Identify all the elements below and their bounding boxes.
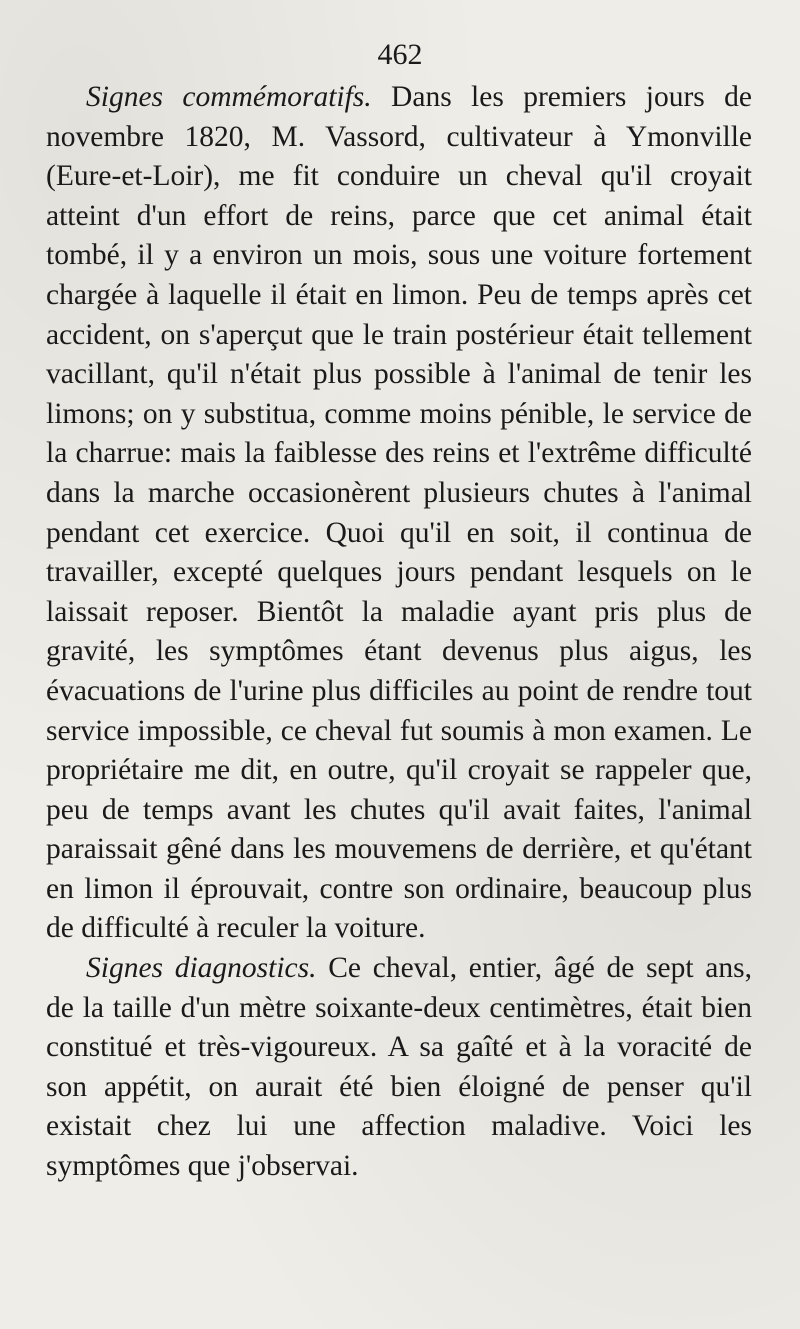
paragraph-lead: Signes commémoratifs. bbox=[86, 81, 372, 113]
paragraph-body: Ce cheval, entier, âgé de sept ans, de la taille d'un mètre soixante-deux centimètres, était bien constitué et très-vigoureux. A sa gaîté et à la voracité de son appétit, on aurait été bien éloigné de penser qu'il existait chez lui une affection maladive. Voici les symptômes que j'observai. bbox=[46, 952, 753, 1183]
body-text bbox=[46, 78, 752, 1187]
page-number: 462 bbox=[377, 38, 423, 71]
paragraph-body: Dans les premiers jours de novembre 1820, M. Vassord, cultivateur à Ymonville (Eure-et-Loir), me fit conduire un cheval qu'il croyait atteint d'un effort de reins, parce que cet animal était tombé, il y a environ un mois, sous une voiture fortement chargée à laquelle il était en limon. Peu de temps après cet accident, on s'aperçut que le train postérieur était tellement vacillant, qu'il n'était plus possible à l'animal de tenir les limons; on y substitua, comme moins pénible, le service de la charrue: mais la faiblesse des reins et l'extrême difficulté dans la marche occasionèrent plusieurs chutes à l'animal pendant cet exercice. Quoi qu'il en soit, il continua de travailler, excepté quelques jours pendant lesquels on le laissait reposer. Bientôt la maladie ayant pris plus de gravité, les symptômes étant devenus plus aigus, les évacuations de l'urine plus difficiles au point de rendre tout service impossible, ce cheval fut soumis à mon examen. Le propriétaire me dit, en outre, qu'il croyait se rappeler que, peu de temps avant les chutes qu'il avait faites, l'animal paraissait gêné dans les mouvemens de derrière, et qu'étant en limon il éprouvait, contre son ordinaire, beaucoup plus de difficulté à reculer la voiture. bbox=[46, 81, 752, 945]
paragraph-commemoratifs bbox=[46, 78, 752, 949]
paragraph-diagnostics bbox=[46, 949, 752, 1187]
paragraph-lead: Signes diagnostics. bbox=[86, 952, 317, 985]
